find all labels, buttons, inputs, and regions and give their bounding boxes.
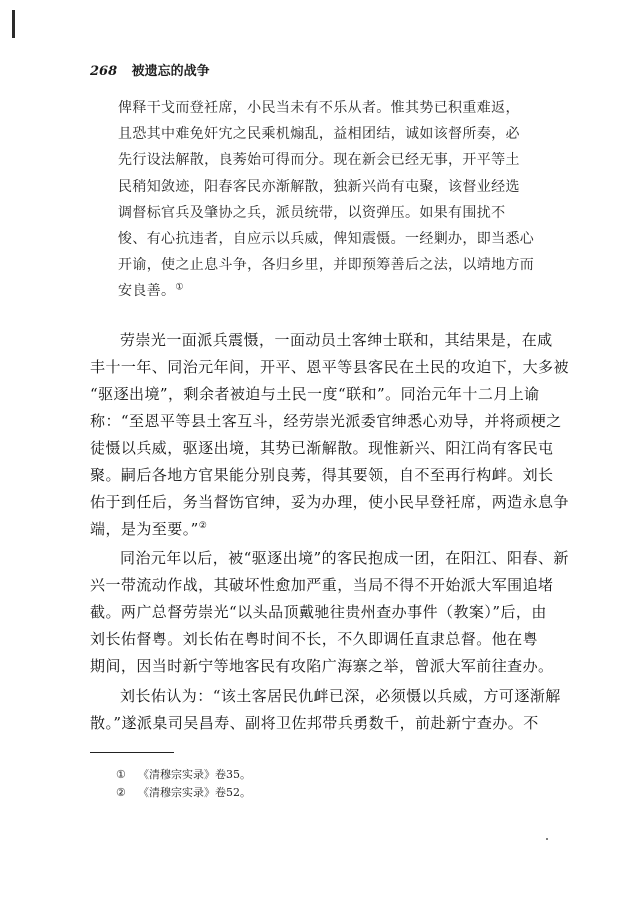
quote-line: 先行设法解散，良莠始可得而分。现在新会已经无事，开平等土 [118,152,520,169]
text-line: 截。两广总督劳崇光“以头品顶戴驰往贵州查办事件（教案）”后，由 [90,603,547,621]
quote-line: 俾释干戈而登衽席，小民当未有不乐从者。惟其势已积重难返， [118,100,520,116]
quote-line: 民稍知敛迹，阳春客民亦渐解散，独新兴尚有屯聚，该督业经选 [118,178,520,195]
paragraph-3 [90,683,561,737]
quote-line: 且恐其中难免奸宄之民乘机煽乱，益相团结，诚如该督所奏，必 [118,126,520,143]
text-line: 佑于到任后，务当督饬官绅，妥为办理，使小民早登衽席，两造永息争 [90,493,569,511]
running-title: 被遗忘的战争 [131,64,210,79]
text-line: 兴一带流动作战，其破坏性愈加严重，当局不得不开始派大军围追堵 [90,576,554,594]
block-quote [118,95,538,305]
text-line: 散。”遂派臬司吴昌寿、副将卫佐邦带兵勇数千，前赴新宁查办。不 [90,714,539,732]
quote-line: 调督标官兵及肇协之兵，派员统带，以资弹压。如果有围扰不 [118,204,506,221]
text-line: 称：“至恩平等县土客互斗，经劳崇光派委官绅悉心劝导，并将顽梗之 [90,412,562,430]
page-header [90,60,550,79]
quote-last-text: 安良善。 [118,283,176,300]
footnote-text: 《清穆宗实录》卷52。 [138,786,251,799]
scan-edge-mark [12,10,15,38]
paragraph-2 [90,545,569,680]
text-line: 丰十一年、同治元年间，开平、恩平等县客民在土民的攻迫下，大多被 [90,358,569,376]
quote-line: 悛、有心抗违者，自应示以兵威，俾知震慑。一经剿办，即当悉心 [118,231,535,248]
text-line: 聚。嗣后各地方官果能分别良莠，得其要领，自不至再行构衅。刘长 [90,466,554,484]
text-line [90,516,538,543]
footnote-item [116,784,416,802]
footnotes [116,766,416,802]
text-line: 劳崇光一面派兵震慑，一面动员土客绅士联和，其结果是，在咸 [120,331,553,349]
text-line: 同治元年以后，被“驱逐出境”的客民抱成一团，在阳江、阳春、新 [120,549,569,567]
footnote-item [116,766,416,784]
paragraph-last-text: 端，是为至要。” [90,520,199,538]
scan-speck [546,838,548,840]
text-line: 刘长佑认为：“该土客居民仇衅已深，必须慑以兵威，方可逐渐解 [120,687,561,705]
text-line: 刘长佑督粤。刘长佑在粤时间不长，不久即调任直隶总督。他在粤 [90,630,539,648]
quote-line [118,278,538,304]
footnote-ref-2[interactable]: ② [198,521,208,531]
text-line: “驱逐出境”，剩余者被迫与土民一度“联和”。同治元年十二月上谕 [90,385,540,403]
quote-line: 开谕，使之止息斗争，各归乡里，并即预筹善后之法，以靖地方而 [118,257,535,274]
footnote-mark: ① [116,768,126,781]
footnote-ref-1[interactable]: ① [175,282,184,293]
page-number: 268 [90,64,118,79]
text-line: 期间，因当时新宁等地客民有攻陷广海寨之举，曾派大军前往查办。 [90,657,554,675]
footnote-divider [90,752,174,753]
paragraph-1 [90,327,569,543]
text-line: 徒慑以兵威，驱逐出境，其势已渐解散。现惟新兴、阳江尚有客民屯 [90,439,554,457]
footnote-mark: ② [116,786,126,799]
footnote-text: 《清穆宗实录》卷35。 [138,768,251,781]
